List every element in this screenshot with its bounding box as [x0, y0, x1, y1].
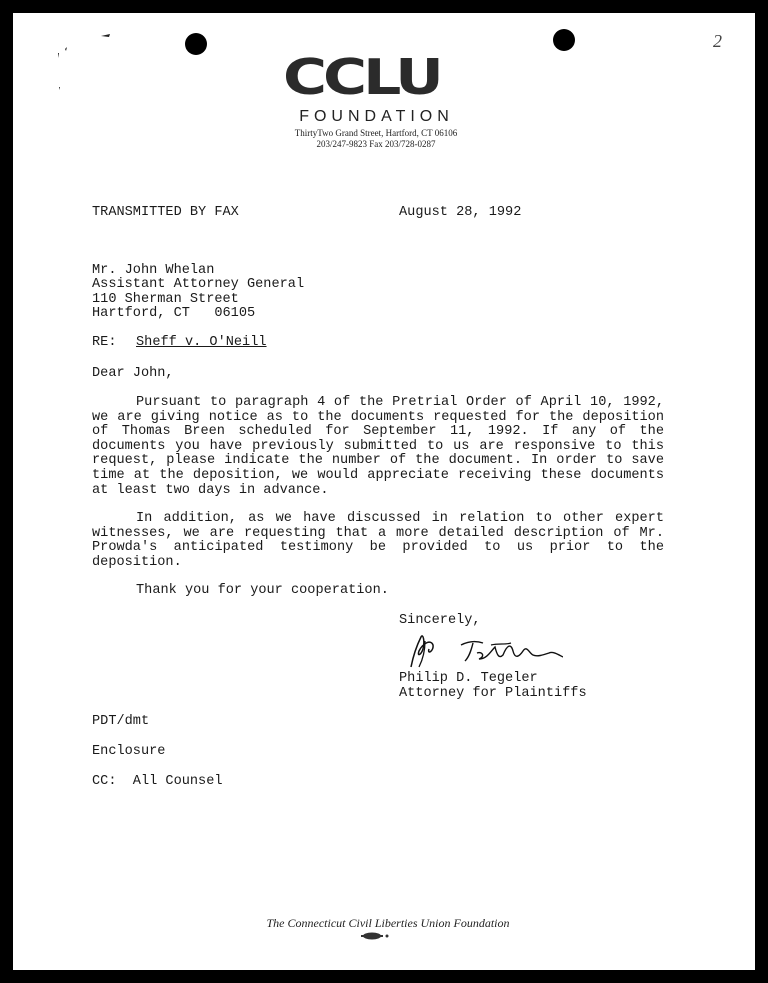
re-label: RE:: [92, 335, 117, 350]
typist-initials: PDT/dmt: [92, 714, 150, 729]
body-paragraph-1: Pursuant to paragraph 4 of the Pretrial Order of April 10, 1992, we are giving notice as to the documents requested for the deposition of Thomas Breen scheduled for September 11, 1992. If any of the documents you have previously submitted to us are responsive to this request, please indicate the number of the document. In order to save time at the deposition, we would appreciate receiving these documents at least two days in advance.: [92, 395, 664, 498]
page-number: 2: [713, 31, 722, 51]
foundation-wordmark: FOUNDATION: [299, 108, 454, 125]
closing-sincerely: Sincerely,: [399, 613, 481, 628]
salutation: Dear John,: [92, 366, 174, 381]
union-bug-icon: [360, 931, 390, 941]
signer-title: Attorney for Plaintiffs: [399, 686, 587, 701]
margin-marks: [55, 33, 75, 103]
letter-page: [13, 13, 755, 970]
footer-organization: The Connecticut Civil Liberties Union Foundation: [266, 916, 510, 930]
signer-name: Philip D. Tegeler: [399, 671, 538, 686]
body-paragraph-3: Thank you for your cooperation.: [136, 583, 389, 598]
body-paragraph-2: In addition, as we have discussed in relation to other expert witnesses, we are requesting that a more detailed description of Mr. Prowda's anticipated testimony be provided to us prior to the deposition.: [92, 511, 664, 570]
margin-mark-top: [101, 33, 115, 41]
recipient-city: Hartford, CT 06105: [92, 306, 256, 321]
re-case-name: Sheff v. O'Neill: [136, 335, 267, 350]
punch-hole-right: [553, 29, 575, 51]
handwritten-signature: [403, 631, 563, 671]
enclosure-note: Enclosure: [92, 744, 166, 759]
transmitted-by-fax: TRANSMITTED BY FAX: [92, 205, 239, 220]
recipient-title: Assistant Attorney General: [92, 277, 305, 292]
punch-hole-left: [185, 33, 207, 55]
letter-date: August 28, 1992: [399, 205, 522, 220]
letterhead-phone-fax: 203/247-9823 Fax 203/728-0287: [316, 139, 436, 149]
cclu-logo: CCLU: [283, 48, 440, 107]
recipient-street: 110 Sherman Street: [92, 292, 239, 307]
recipient-name: Mr. John Whelan: [92, 263, 215, 278]
letterhead-address: ThirtyTwo Grand Street, Hartford, CT 06106: [294, 128, 458, 138]
cc-line: CC: All Counsel: [92, 774, 223, 789]
